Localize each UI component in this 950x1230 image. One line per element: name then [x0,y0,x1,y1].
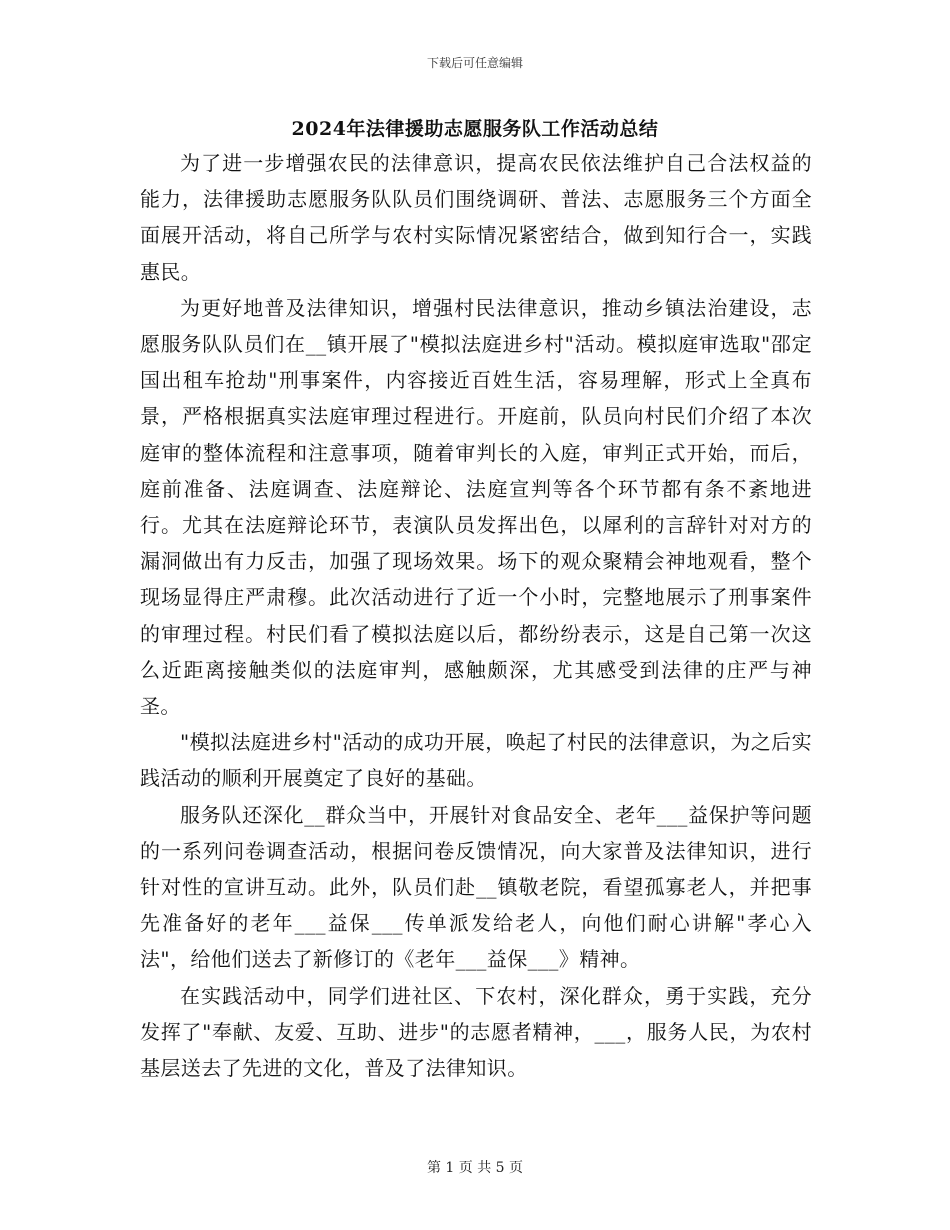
page-number-indicator: 第 1 页 共 5 页 [426,1160,524,1176]
paragraph-survey-activities: 服务队还深化__群众当中，开展针对食品安全、老年___益保护等问题的一系列问卷调查活动，根据问卷反馈情况，向大家普及法律知识，进行针对性的宣讲互动。此外，队员们赴__镇敬老院，看望孤寡老人，并把事先准备好的老年___益保___传单派发给老人，向他们耐心讲解"孝心入法"，给他们送去了新修订的《老年___益保___》精神。 [140,802,812,972]
document-title: 2024年法律援助志愿服务队工作活动总结 [291,118,659,140]
paragraph-conclusion: 在实践活动中，同学们进社区、下农村，深化群众，勇于实践，充分发挥了"奉献、友爱、互助、进步"的志愿者精神，___，服务人民，为农村基层送去了先进的文化，普及了法律知识。 [140,983,812,1081]
paragraph-mock-court: 为更好地普及法律知识，增强村民法律意识，推动乡镇法治建设，志愿服务队队员们在__镇开展了"模拟法庭进乡村"活动。模拟庭审选取"邵定国出租车抢劫"刑事案件，内容接近百姓生活，容易理解，形式上全真布景，严格根据真实法庭审理过程进行。开庭前，队员向村民们介绍了本次庭审的整体流程和注意事项，随着审判长的入庭，审判正式开始，而后，庭前准备、法庭调查、法庭辩论、法庭宣判等各个环节都有条不紊地进行。尤其在法庭辩论环节，表演队员发挥出色，以犀利的言辞针对对方的漏洞做出有力反击，加强了现场效果。场下的观众聚精会神地观看，整个现场显得庄严肃穆。此次活动进行了近一个小时，完整地展示了刑事案件的审理过程。村民们看了模拟法庭以后，都纷纷表示，这是自己第一次这么近距离接触类似的法庭审判，感触颇深，尤其感受到法律的庄严与神圣。 [140,295,812,719]
paragraph-intro: 为了进一步增强农民的法律意识，提高农民依法维护自己合法权益的能力，法律援助志愿服务队队员们围绕调研、普法、志愿服务三个方面全面展开活动，将自己所学与农村实际情况紧密结合，做到知行合一，实践惠民。 [140,151,812,284]
page-header-note: 下载后可任意编辑 [426,56,523,70]
document-body [140,145,812,1086]
paragraph-mock-court-result: "模拟法庭进乡村"活动的成功开展，唤起了村民的法律意识，为之后实践活动的顺利开展奠定了良好的基础。 [140,730,812,791]
